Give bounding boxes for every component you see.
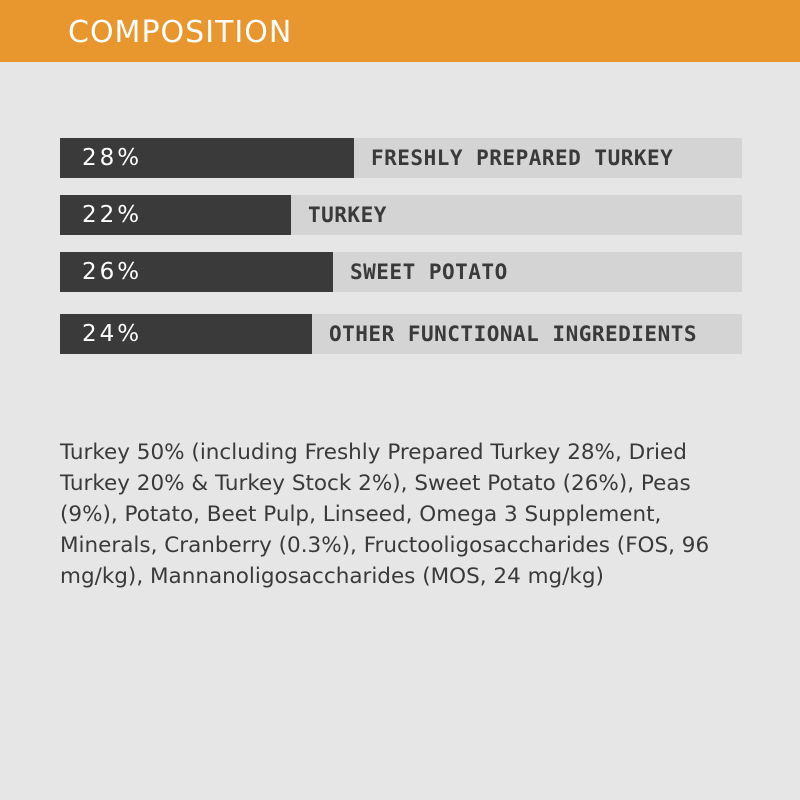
- bar-category-label: OTHER FUNCTIONAL INGREDIENTS: [329, 322, 698, 346]
- bar-category-label: SWEET POTATO: [350, 260, 508, 284]
- ingredients-description: Turkey 50% (including Freshly Prepared Turkey 28%, Dried Turkey 20% & Turkey Stock 2%), Sweet Potato (26%), Peas (9%), Potato, Beet Pulp, Linseed, Omega 3 Supplement, Minerals, Cranberry (0.3%), Fructooligosaccharides (FOS, 96 mg/kg), Mannanoligosaccharides (MOS, 24 mg/kg): [60, 440, 710, 589]
- bar-category-label: FRESHLY PREPARED TURKEY: [371, 146, 674, 170]
- bar-value-label: 28%: [82, 145, 143, 171]
- page-title: COMPOSITION: [68, 15, 293, 50]
- bar-value-label: 26%: [82, 259, 143, 285]
- bar-track: [60, 138, 742, 178]
- bar: [60, 252, 333, 292]
- bar-track: [60, 195, 742, 235]
- bar-category-label: TURKEY: [308, 203, 387, 227]
- bar-value-label: 22%: [82, 202, 143, 228]
- bar-value-label: 24%: [82, 321, 143, 347]
- bar: [60, 195, 291, 235]
- bar: [60, 314, 312, 354]
- bar-track: [60, 314, 742, 354]
- bar-track: [60, 252, 742, 292]
- bar: [60, 138, 354, 178]
